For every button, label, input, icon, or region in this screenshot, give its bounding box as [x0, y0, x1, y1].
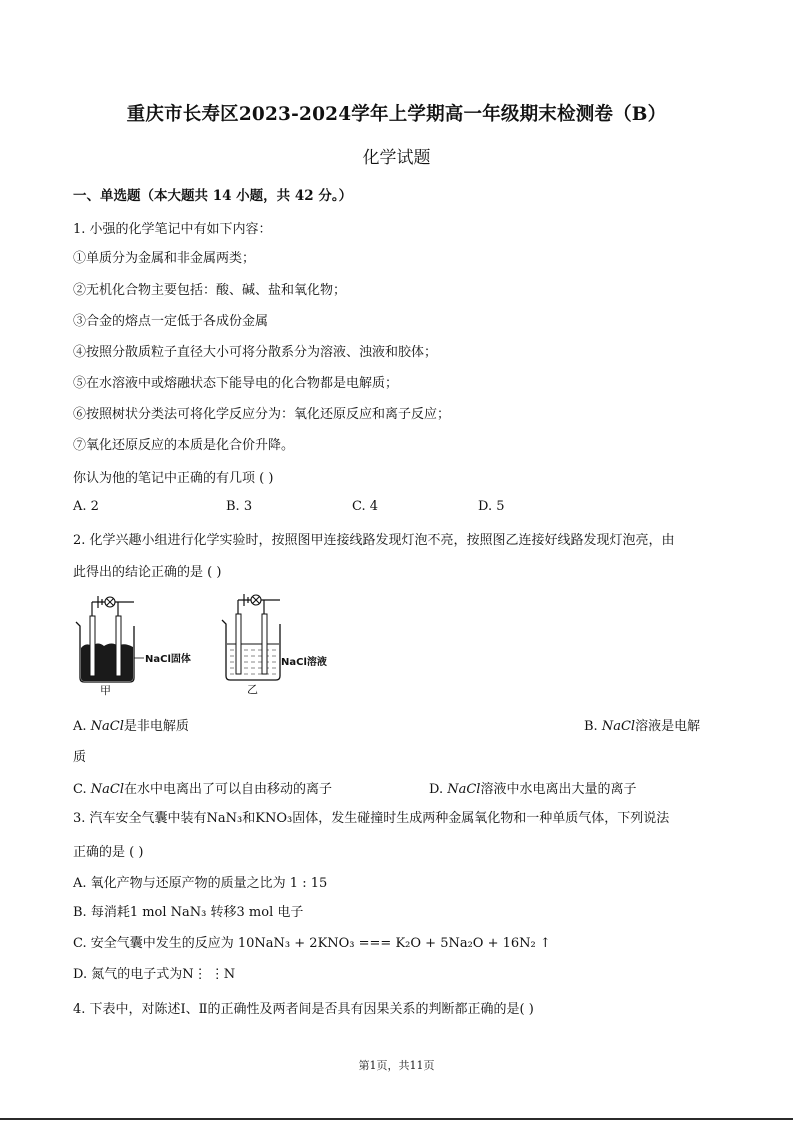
q3-option-d: D. 氮气的电子式为N⋮ ⋮N [73, 967, 236, 982]
q1-item-6: ⑥按照树状分类法可将化学反应分为：氧化还原反应和离子反应； [73, 407, 451, 422]
q2-option-c: C. NaCl在水中电离出了可以自由移动的离子 [73, 782, 332, 797]
q4-stem: 4. 下表中，对陈述Ⅰ、Ⅱ的正确性及两者间是否具有因果关系的判断都正确的是( ) [73, 1002, 534, 1017]
bottom-rule [0, 1118, 793, 1120]
q1-item-7: ⑦氧化还原反应的本质是化合价升降。 [73, 438, 295, 453]
section-heading: 一、单选题（本大题共 14 小题，共 42 分。） [73, 188, 353, 204]
q1-option-a: A. 2 [73, 499, 99, 514]
q2-option-d: D. NaCl溶液中水电离出大量的离子 [429, 782, 637, 797]
q2-option-d-text: 溶液中水电离出大量的离子 [480, 782, 637, 797]
q2-option-a-text: 是非电解质 [123, 719, 189, 734]
q2-stem-line1: 2. 化学兴趣小组进行化学实验时，按照图甲连接线路发现灯泡不亮，按照图乙连接好线路发现灯泡亮，由 [73, 533, 675, 548]
caption-jia: 甲 [100, 684, 111, 697]
formula-nacl: NaCl [90, 782, 124, 797]
formula-nacl: NaCl [90, 719, 124, 734]
q3-option-c: C. 安全气囊中发生的反应为 10NaN₃ + 2KNO₃ === K₂O + 5Na₂O + 16N₂ ↑ [73, 936, 551, 951]
page-title: 重庆市长寿区2023-2024学年上学期高一年级期末检测卷（B） [126, 104, 667, 125]
q1-option-d: D. 5 [478, 499, 505, 514]
q2-stem-line2: 此得出的结论正确的是 ( ) [73, 565, 222, 580]
q2-option-a: A. NaCl是非电解质 [73, 719, 189, 734]
q1-item-3: ③合金的熔点一定低于各成份金属 [73, 314, 269, 329]
beaker-yi [222, 594, 327, 696]
beaker-jia [76, 596, 191, 697]
q2-option-b-wrap: 质 [73, 750, 87, 765]
q1-item-1: ①单质分为金属和非金属两类； [73, 251, 256, 266]
q3-option-b: B. 每消耗1 mol NaN₃ 转移3 mol 电子 [73, 905, 304, 920]
formula-nacl: NaCl [447, 782, 481, 797]
label-nacl-solid: NaCl固体 [145, 654, 191, 665]
caption-yi: 乙 [247, 683, 258, 696]
formula-nacl: NaCl [601, 719, 636, 734]
q1-option-b: B. 3 [226, 499, 253, 514]
q1-option-c: C. 4 [352, 499, 379, 514]
q1-question: 你认为他的笔记中正确的有几项 ( ) [73, 471, 274, 486]
q3-stem-line1: 3. 汽车安全气囊中装有NaN₃和KNO₃固体，发生碰撞时生成两种金属氧化物和一种单质气体，下列说法 [73, 811, 670, 826]
q1-item-5: ⑤在水溶液中或熔融状态下能导电的化合物都是电解质； [73, 376, 399, 391]
q1-item-4: ④按照分散质粒子直径大小可将分散系分为溶液、浊液和胶体； [73, 345, 438, 360]
page-subtitle: 化学试题 [362, 148, 431, 168]
label-nacl-solution: NaCl溶液 [281, 657, 327, 668]
q1-stem: 1. 小强的化学笔记中有如下内容： [73, 222, 272, 237]
q2-option-b-text: 溶液是电解 [635, 719, 701, 734]
q2-apparatus-figure [72, 586, 352, 698]
q1-item-2: ②无机化合物主要包括：酸、碱、盐和氧化物； [73, 283, 347, 298]
page-number: 第1页，共11页 [358, 1059, 435, 1072]
q2-option-b: B. NaCl溶液是电解 [584, 719, 701, 734]
q3-stem-line2: 正确的是 ( ) [73, 845, 144, 860]
q2-option-c-text: 在水中电离出了可以自由移动的离子 [123, 782, 332, 797]
q3-option-a: A. 氧化产物与还原产物的质量之比为 1 : 15 [73, 876, 328, 891]
